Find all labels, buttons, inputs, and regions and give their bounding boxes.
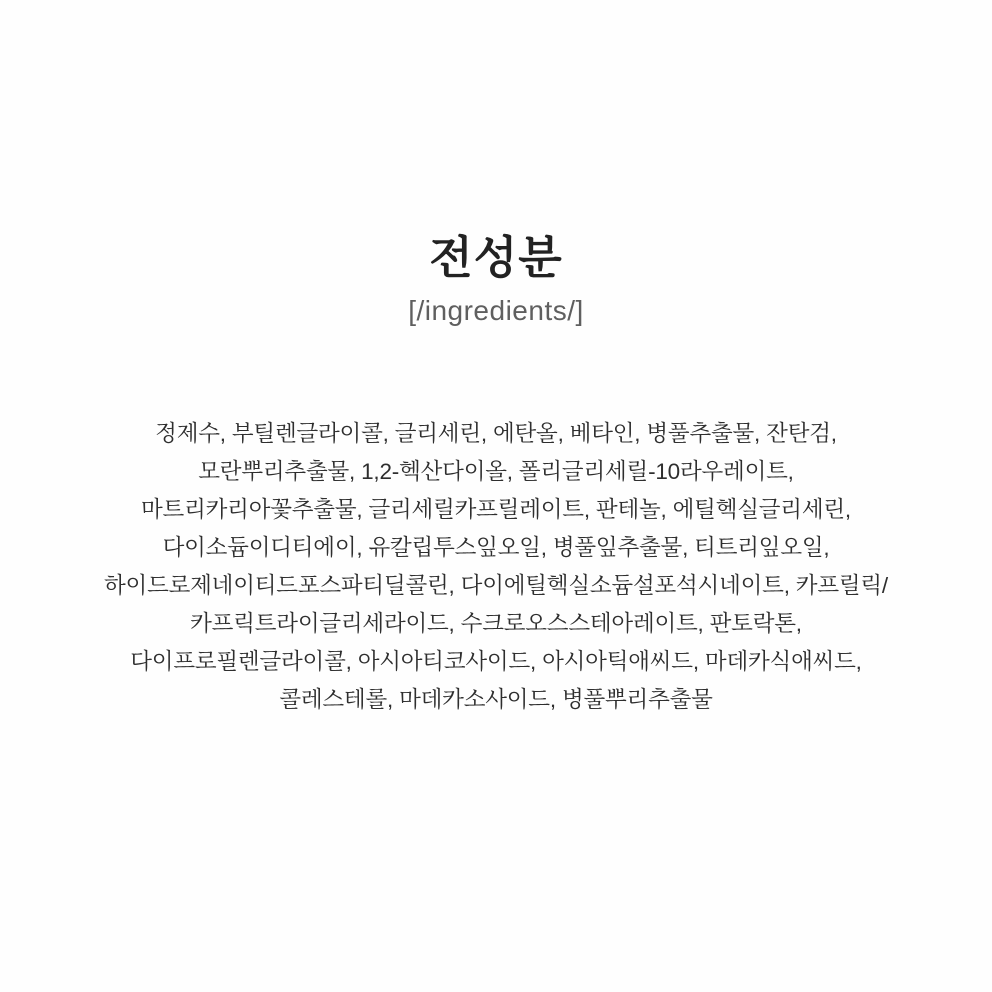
ingredients-line: 다이프로필렌글라이콜, 아시아티코사이드, 아시아틱애씨드, 마데카식애씨드, <box>130 649 862 675</box>
ingredients-line: 모란뿌리추출물, 1,2-헥산다이올, 폴리글리세릴-10라우레이트, <box>198 459 794 485</box>
page-title: 전성분 <box>429 232 563 283</box>
ingredients-line: 정제수, 부틸렌글라이콜, 글리세린, 에탄올, 베타인, 병풀추출물, 잔탄검, <box>155 421 837 447</box>
ingredients-line: 콜레스테롤, 마데카소사이드, 병풀뿌리추출물 <box>279 687 713 713</box>
ingredients-line: 다이소듐이디티에이, 유칼립투스잎오일, 병풀잎추출물, 티트리잎오일, <box>162 535 830 561</box>
header <box>0 232 992 327</box>
ingredients-line: 마트리카리아꽃추출물, 글리세릴카프릴레이트, 판테놀, 에틸헥실글리세린, <box>141 497 851 523</box>
page-subtitle: [/ingredients/] <box>408 294 584 326</box>
ingredients-list <box>56 415 936 719</box>
ingredients-line: 하이드로제네이티드포스파티딜콜린, 다이에틸헥실소듐설포석시네이트, 카프릴릭/ <box>104 573 888 599</box>
ingredients-line: 카프릭트라이글리세라이드, 수크로오스스테아레이트, 판토락톤, <box>190 611 802 637</box>
